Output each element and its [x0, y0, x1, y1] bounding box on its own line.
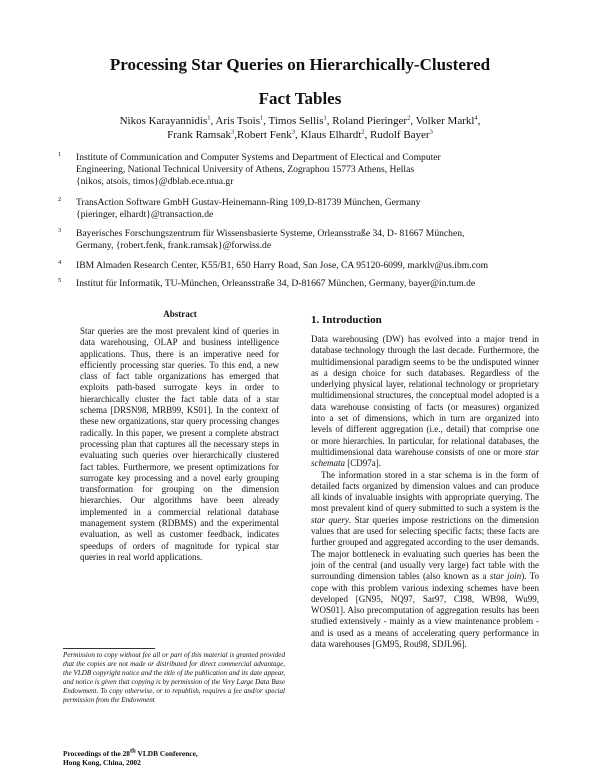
- affiliation-number: 2: [58, 196, 62, 203]
- author-separator: ,: [234, 129, 238, 141]
- author-affiliation-mark: 3: [429, 128, 433, 136]
- affiliation-4: [60, 260, 560, 272]
- affiliation-line: Institute of Communication and Computer Systems and Department of Electical and Computer: [76, 152, 441, 163]
- author-separator: ,: [326, 115, 333, 127]
- affiliation-number: 5: [58, 277, 62, 284]
- author-affiliation-mark: 2: [361, 128, 365, 136]
- authors-line-1: [0, 114, 600, 128]
- affiliation-line: Bayerisches Forschungszentrum für Wissensbasierte Systeme, Orleansstraße 34, D- 81667 München,: [76, 228, 465, 239]
- author-affiliation-mark: 1: [323, 114, 327, 122]
- introduction-heading: 1. Introduction: [311, 314, 382, 326]
- abstract-text: Star queries are the most prevalent kind of queries in data warehousing, OLAP and business intelligence applications. Thus, there is an imperative need for efficiently processing star queries. To this end, a new class of fact table organizations has emerged that exploits path-based surrogate keys in order to hierarchically cluster the fact table data of a star schema [DRSN98, MRB99, KS01]. In the context of these new organizations, star query processing changes radically. In this paper, we present a complete abstract processing plan that captures all the necessary steps in evaluating such queries over hierarchically clustered fact tables. Furthermore, we present optimizations for surrogate key processing and a novel early grouping transformation for grouping on the dimension hierarchies. Our algorithms have been already implemented in a commercial relational database management system (RDBMS) and the experimental evaluation, as well as customer feedback, indicates speedups of orders of magnitude for typical star queries in real world applications.: [80, 326, 279, 562]
- affiliation-number: 3: [58, 227, 62, 234]
- author-separator: ,: [263, 115, 269, 127]
- introduction-body: [311, 334, 539, 650]
- permission-notice: Permission to copy without fee all or part of this material is granted provided that the copies are not made or distributed for direct commercial advantage, the VLDB copyright notice and the title of the publication and its date appear, and notice is given that copying is by permission of the Very Large Data Base Endowment. To copy otherwise, or to republish, requires a fee and/or special permission from the Endowment: [63, 651, 285, 704]
- affiliation-number: 1: [58, 151, 62, 158]
- affiliation-5: [60, 278, 560, 290]
- footnote-rule: [63, 648, 155, 649]
- paper-title-line-2: Fact Tables: [258, 89, 342, 108]
- affiliation-2: [60, 197, 560, 221]
- author-separator: ,: [210, 115, 216, 127]
- introduction-paragraph-2: The information stored in a star schema is in the form of detailed facts organized by dimension values and can produce all kinds of invaluable insights with appropriate querying. The most prevalent kind of query submitted to such a system is the star query. Star queries impose restrictions on the dimension values that are used for selecting specific facts; these facts are further grouped and aggregated according to the user demands. The major bottleneck in evaluating such queries has been the join of the central (and usually very large) fact table with the surrounding dimension tables (also known as a star join). To cope with this problem various indexing schemes have been developed [GN95, NQ97, Sar97, CI98, WB98, Wu99, WOS01]. Also precomputation of aggregation results has been studied extensively - mainly as a view maintenance problem - and is used as a means of accelerating query performance in data warehouses [GM95, Rou98, SDJL96].: [311, 469, 540, 650]
- author-separator: ,: [294, 129, 301, 141]
- author-name: Robert Fenk: [237, 129, 292, 141]
- affiliation-line: {nikos, atsois, timos}@dblab.ece.ntua.gr: [76, 176, 234, 188]
- affiliation-line: Institut für Informatik, TU-München, Orleansstraße 34, D-81667 München, Germany, bayer@in.tum.de: [76, 278, 476, 289]
- author-name: Volker Markl: [415, 115, 475, 127]
- author-name: Timos Sellis: [268, 115, 324, 127]
- author-name: Aris Tsois: [215, 115, 260, 127]
- author-affiliation-mark: 1: [259, 114, 264, 122]
- author-affiliation-mark: 2: [407, 114, 411, 122]
- introduction-paragraph-1: Data warehousing (DW) has evolved into a major trend in database technology through the last decade. Furthermore, the multidimensional paradigm seems to be the undisputed winner as a design choice for such databases. Regardless of the underlying physical layer, relational technology or proprietary multidimensional structures, the conceptual model adopted is a data warehouse consisting of facts (or measures) organized into a set of dimensions, which in turn are organized into levels of different aggregation (i.e., detail) that comprise one or more hierarchies. In particular, for relational databases, the multidimensional data warehouse consists of one or more star schemata [CD97a].: [311, 334, 539, 469]
- author-name: Nikos Karayannidis: [119, 115, 208, 127]
- affiliation-number: 4: [58, 259, 62, 266]
- conference-location: Hong Kong, China, 2002: [63, 758, 141, 767]
- paper-title-line-1: Processing Star Queries on Hierarchically-Clustered: [109, 55, 491, 74]
- authors-line-2: [0, 128, 600, 142]
- affiliation-3: [60, 228, 560, 252]
- affiliation-line: Germany, {robert.fenk, frank.ramsak}@forwiss.de: [76, 240, 272, 252]
- author-affiliation-mark: 3: [231, 128, 235, 136]
- author-name: Klaus Elhardt: [300, 129, 362, 141]
- author-separator: ,: [364, 129, 371, 141]
- author-affiliation-mark: 3: [291, 128, 295, 136]
- affiliation-1: [60, 152, 560, 189]
- affiliation-line: TransAction Software GmbH Gustav-Heinemann-Ring 109,D-81739 München, Germany: [76, 197, 421, 208]
- author-affiliation-mark: 4: [474, 114, 478, 122]
- author-name: Rudolf Bayer: [370, 129, 430, 141]
- author-affiliation-mark: 1: [207, 114, 211, 122]
- author-separator: ,: [477, 115, 481, 127]
- abstract-heading: Abstract: [163, 309, 197, 319]
- proceedings-line: Proceedings of the 28th VLDB Conference,: [63, 747, 198, 758]
- author-separator: ,: [410, 115, 416, 127]
- author-name: Frank Ramsak: [167, 129, 232, 141]
- author-name: Roland Pieringer: [332, 115, 408, 127]
- proceedings-info: [63, 749, 285, 767]
- affiliation-line: IBM Almaden Research Center, K55/B1, 650 Harry Road, San Jose, CA 95120-6099, marklv@us.ibm.com: [76, 260, 489, 271]
- affiliation-line: Engineering, National Technical University of Athens, Zographou 15773 Athens, Hellas: [76, 164, 415, 176]
- affiliation-line: {pieringer, elhardt}@transaction.de: [76, 209, 214, 221]
